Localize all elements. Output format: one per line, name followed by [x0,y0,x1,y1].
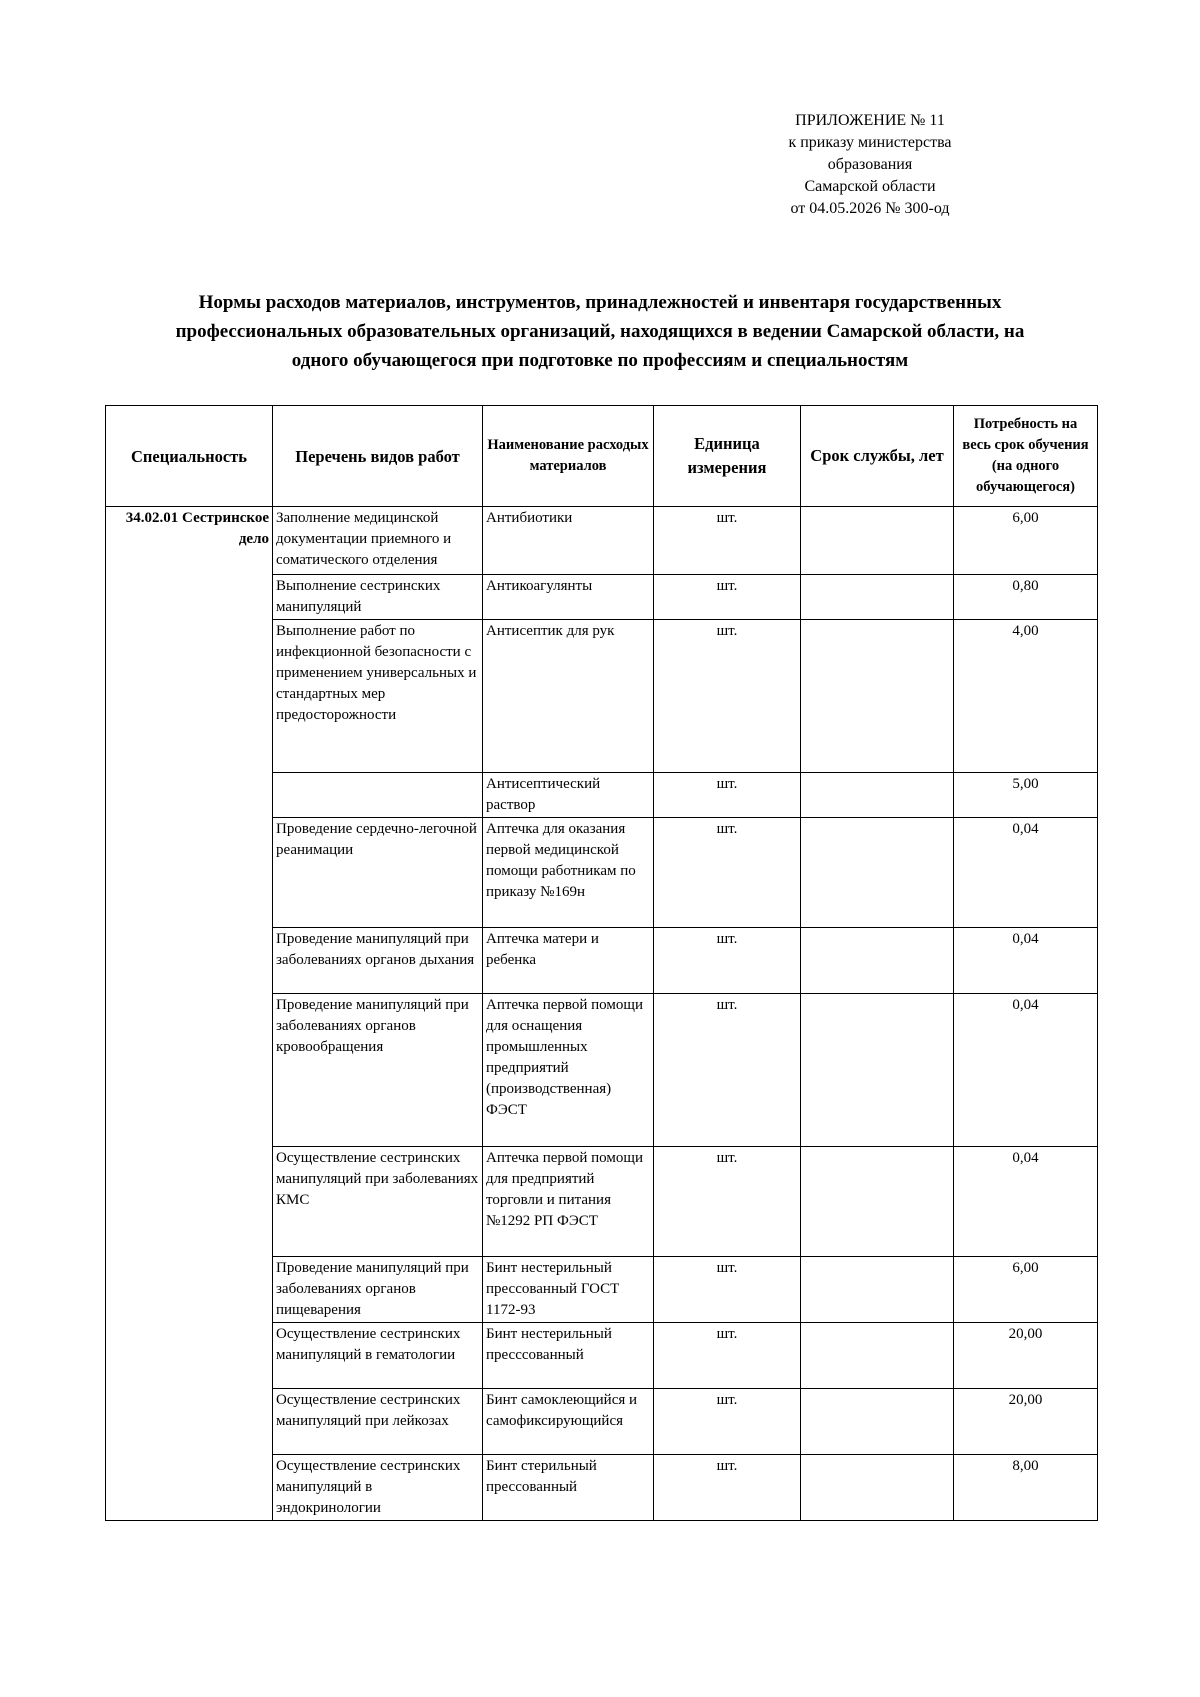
work-cell: Осуществление сестринских манипуляций в гематологии [273,1323,483,1389]
quantity-cell: 20,00 [954,1323,1098,1389]
unit-cell: шт. [654,928,801,994]
column-header-works: Перечень видов работ [273,406,483,507]
unit-cell: шт. [654,773,801,818]
material-cell: Бинт самоклеющийся и самофиксирующийся [483,1389,654,1455]
table-header-row [106,406,1098,507]
service-life-cell [801,928,954,994]
column-header-materials: Наименование расходых материалов [483,406,654,507]
appendix-number: ПРИЛОЖЕНИЕ № 11 [795,112,945,129]
quantity-cell: 0,04 [954,818,1098,928]
work-cell: Проведение манипуляций при заболеваниях органов кровообращения [273,994,483,1147]
service-life-cell [801,994,954,1147]
quantity-cell: 8,00 [954,1455,1098,1521]
material-cell: Бинт стерильный прессованный [483,1455,654,1521]
unit-cell: шт. [654,1257,801,1323]
material-cell: Бинт нестерильный прессованный ГОСТ 1172-93 [483,1257,654,1323]
table-body [106,507,1098,1521]
work-cell: Выполнение работ по инфекционной безопасности с применением универсальных и стандартных мер предосторожности [273,620,483,773]
service-life-cell [801,818,954,928]
service-life-cell [801,773,954,818]
service-life-cell [801,575,954,620]
quantity-cell: 20,00 [954,1389,1098,1455]
title-line-1: Нормы расходов материалов, инструментов, принадлежностей и инвентаря государственных [198,292,1002,313]
quantity-cell: 0,04 [954,928,1098,994]
material-cell: Аптечка первой помощи для оснащения промышленных предприятий (производственная) ФЭСТ [483,994,654,1147]
service-life-cell [801,507,954,575]
column-header-service-life: Срок службы, лет [801,406,954,507]
document-title [100,288,1100,375]
unit-cell: шт. [654,1389,801,1455]
service-life-cell [801,1257,954,1323]
norms-table [105,405,1098,1521]
ministry-line: образования [827,156,913,173]
title-line-2: профессиональных образовательных организаций, находящихся в ведении Самарской области, на [175,321,1025,342]
column-header-unit: Единица измерения [654,406,801,507]
service-life-cell [801,1455,954,1521]
service-life-cell [801,620,954,773]
quantity-cell: 5,00 [954,773,1098,818]
unit-cell: шт. [654,1455,801,1521]
unit-cell: шт. [654,620,801,773]
region-line: Самарской области [804,178,936,195]
material-cell: Антисептический раствор [483,773,654,818]
work-cell: Выполнение сестринских манипуляций [273,575,483,620]
work-cell [273,773,483,818]
specialty-cell: 34.02.01 Сестринское дело [106,507,273,1521]
material-cell: Антикоагулянты [483,575,654,620]
work-cell: Проведение манипуляций при заболеваниях органов дыхания [273,928,483,994]
material-cell: Аптечка для оказания первой медицинской помощи работникам по приказу №169н [483,818,654,928]
work-cell: Проведение манипуляций при заболеваниях органов пищеварения [273,1257,483,1323]
unit-cell: шт. [654,575,801,620]
column-header-requirement: Потребность на весь срок обучения (на одного обучающегося) [954,406,1098,507]
material-cell: Аптечка первой помощи для предприятий торговли и питания №1292 РП ФЭСТ [483,1147,654,1257]
unit-cell: шт. [654,1147,801,1257]
quantity-cell: 6,00 [954,507,1098,575]
unit-cell: шт. [654,507,801,575]
work-cell: Заполнение медицинской документации приемного и соматического отделения [273,507,483,575]
work-cell: Осуществление сестринских манипуляций при лейкозах [273,1389,483,1455]
material-cell: Антисептик для рук [483,620,654,773]
work-cell: Осуществление сестринских манипуляций при заболеваниях КМС [273,1147,483,1257]
column-header-specialty: Специальность [106,406,273,507]
title-line-3: одного обучающегося при подготовке по профессиям и специальностям [291,350,909,371]
work-cell: Проведение сердечно-легочной реанимации [273,818,483,928]
work-cell: Осуществление сестринских манипуляций в эндокринологии [273,1455,483,1521]
service-life-cell [801,1147,954,1257]
quantity-cell: 4,00 [954,620,1098,773]
material-cell: Бинт нестерильный пресссованный [483,1323,654,1389]
quantity-cell: 6,00 [954,1257,1098,1323]
table-row [106,507,1098,575]
appendix-header [760,110,980,220]
quantity-cell: 0,04 [954,994,1098,1147]
order-reference-line: к приказу министерства [788,134,952,151]
material-cell: Аптечка матери и ребенка [483,928,654,994]
unit-cell: шт. [654,994,801,1147]
service-life-cell [801,1389,954,1455]
quantity-cell: 0,80 [954,575,1098,620]
unit-cell: шт. [654,818,801,928]
material-cell: Антибиотики [483,507,654,575]
quantity-cell: 0,04 [954,1147,1098,1257]
order-date-number: от 04.05.2026 № 300-од [790,200,950,217]
service-life-cell [801,1323,954,1389]
unit-cell: шт. [654,1323,801,1389]
